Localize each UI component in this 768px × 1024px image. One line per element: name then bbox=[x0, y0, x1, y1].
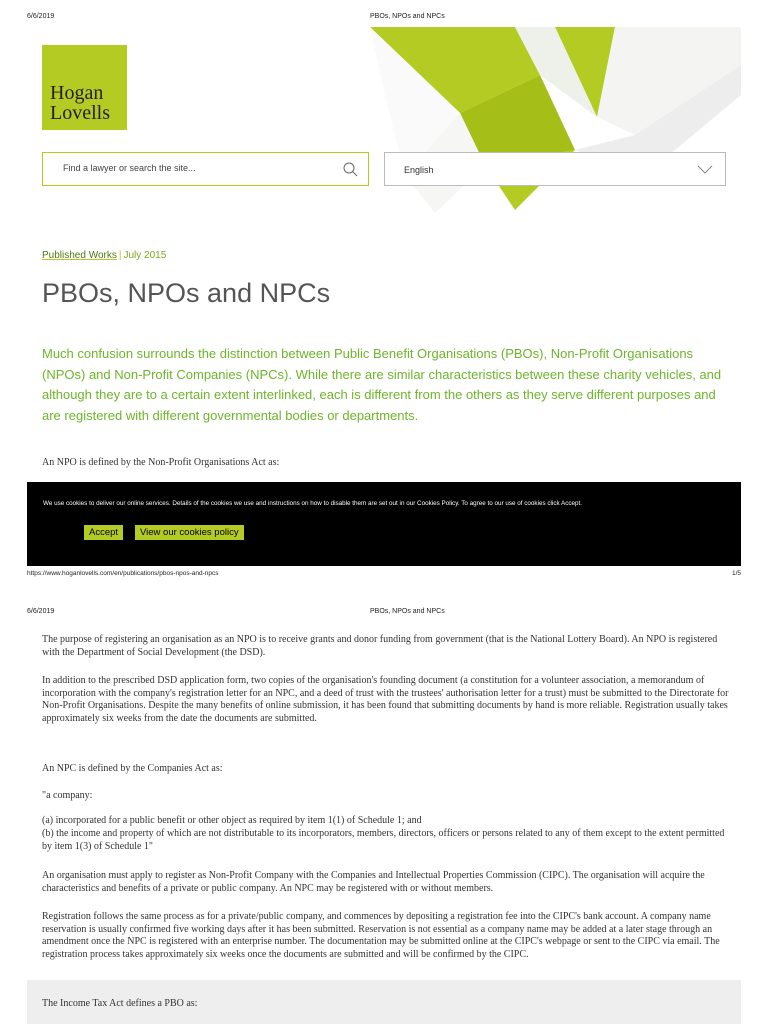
search-icon[interactable] bbox=[343, 162, 358, 177]
paragraph-cipc-registration: An organisation must apply to register as Non-Profit Company with the Companies and Intellectual Properties Commission (CIPC). The organisation will acquire the characteristics and benefits of a private or public company. An NPC may be registered with or without members. bbox=[42, 870, 705, 894]
print-header-title: PBOs, NPOs and NPCs bbox=[370, 13, 445, 20]
breadcrumb-link-published-works[interactable]: Published Works bbox=[42, 250, 117, 261]
logo-line-2: Lovells bbox=[50, 102, 110, 124]
paragraph-quote-item-a: (a) incorporated for a public benefit or other object as required by item 1(1) of Schedule 1; and bbox=[42, 815, 422, 826]
hogan-lovells-logo[interactable] bbox=[42, 45, 127, 130]
language-selected-value: English bbox=[404, 165, 434, 175]
paragraph-dsd-application: In addition to the prescribed DSD application form, two copies of the organisation's founding document (a constitution for a volunteer association, a memorandum of incorporation with the company's registration letter for an NPC, and a deed of trust with the trustees' authorisation letter for a trust) must be submitted to the Directorate for Non-Profit Organisations. Despite the many benefits of online submission, it has been found that submitting documents by hand is more reliable. Registration usually takes approximately six weeks from the date the documents are submitted. bbox=[42, 675, 729, 724]
breadcrumb bbox=[42, 250, 166, 261]
accept-cookies-button[interactable]: Accept bbox=[84, 525, 123, 540]
cookie-banner-text: We use cookies to deliver our online services. Details of the cookies we use and instructions on how to disable them are set out in our Cookies Policy. To agree to our use of cookies click Accept. bbox=[43, 500, 583, 507]
print-footer-page-number: 1/5 bbox=[732, 570, 742, 577]
article-title: PBOs, NPOs and NPCs bbox=[42, 278, 331, 308]
paragraph-pbo-definition-intro: The Income Tax Act defines a PBO as: bbox=[42, 998, 198, 1009]
print-footer-url: https://www.hoganlovells.com/en/publications/pbos-npos-and-npcs bbox=[27, 570, 219, 577]
print-header-date: 6/6/2019 bbox=[27, 13, 55, 20]
paragraph-npo-definition-intro: An NPO is defined by the Non-Profit Organisations Act as: bbox=[42, 457, 280, 468]
language-select[interactable] bbox=[384, 152, 726, 186]
paragraph-npc-definition-intro: An NPC is defined by the Companies Act as: bbox=[42, 763, 223, 774]
chevron-down-icon[interactable] bbox=[697, 165, 713, 174]
decorative-banner-graphic bbox=[365, 25, 741, 220]
search-input[interactable] bbox=[61, 162, 325, 174]
paragraph-quote-item-b: (b) the income and property of which are not distributable to its incorporators, members, directors, officers or persons related to any of them except to the extent permitted by item 1(3) of Schedule 1" bbox=[42, 828, 725, 852]
view-cookies-policy-button[interactable]: View our cookies policy bbox=[135, 525, 244, 540]
paragraph-registration-process: Registration follows the same process as for a private/public company, and commences by depositing a registration fee into the CIPC's bank account. A company name reservation is usually confirmed five working days after it has been submitted. Reservation is not essential as a company name may be added at a later stage through an amendment once the NPC is registered with an enterprise number. The documentation may be submitted online at the CIPC's webpage or sent to the CIPC via email. The registration process takes approximately six weeks once the documents are submitted and will be confirmed by the CIPC. bbox=[42, 911, 720, 960]
paragraph-quote-start: "a company: bbox=[42, 790, 93, 801]
print-header-date-page-2: 6/6/2019 bbox=[27, 608, 55, 615]
cookie-banner bbox=[27, 482, 741, 566]
search-box bbox=[42, 152, 369, 186]
breadcrumb-separator: | bbox=[118, 250, 122, 261]
article-lead: Much confusion surrounds the distinction between Public Benefit Organisations (PBOs), Non-Profit Organisations (NPOs) and Non-Profit Companies (NPCs). While there are similar characteristics between these charity vehicles, and although they are to a certain extent interlinked, each is different from the others as they serve different purposes and are registered with different governmental bodies or departments. bbox=[42, 346, 722, 423]
print-header-title-page-2: PBOs, NPOs and NPCs bbox=[370, 608, 445, 615]
breadcrumb-date: July 2015 bbox=[123, 250, 167, 261]
paragraph-npo-purpose: The purpose of registering an organisation as an NPO is to receive grants and donor funding from government (that is the National Lottery Board). An NPO is registered with the Department of Social Development (the DSD). bbox=[42, 634, 718, 658]
logo-line-1: Hogan bbox=[50, 82, 104, 104]
